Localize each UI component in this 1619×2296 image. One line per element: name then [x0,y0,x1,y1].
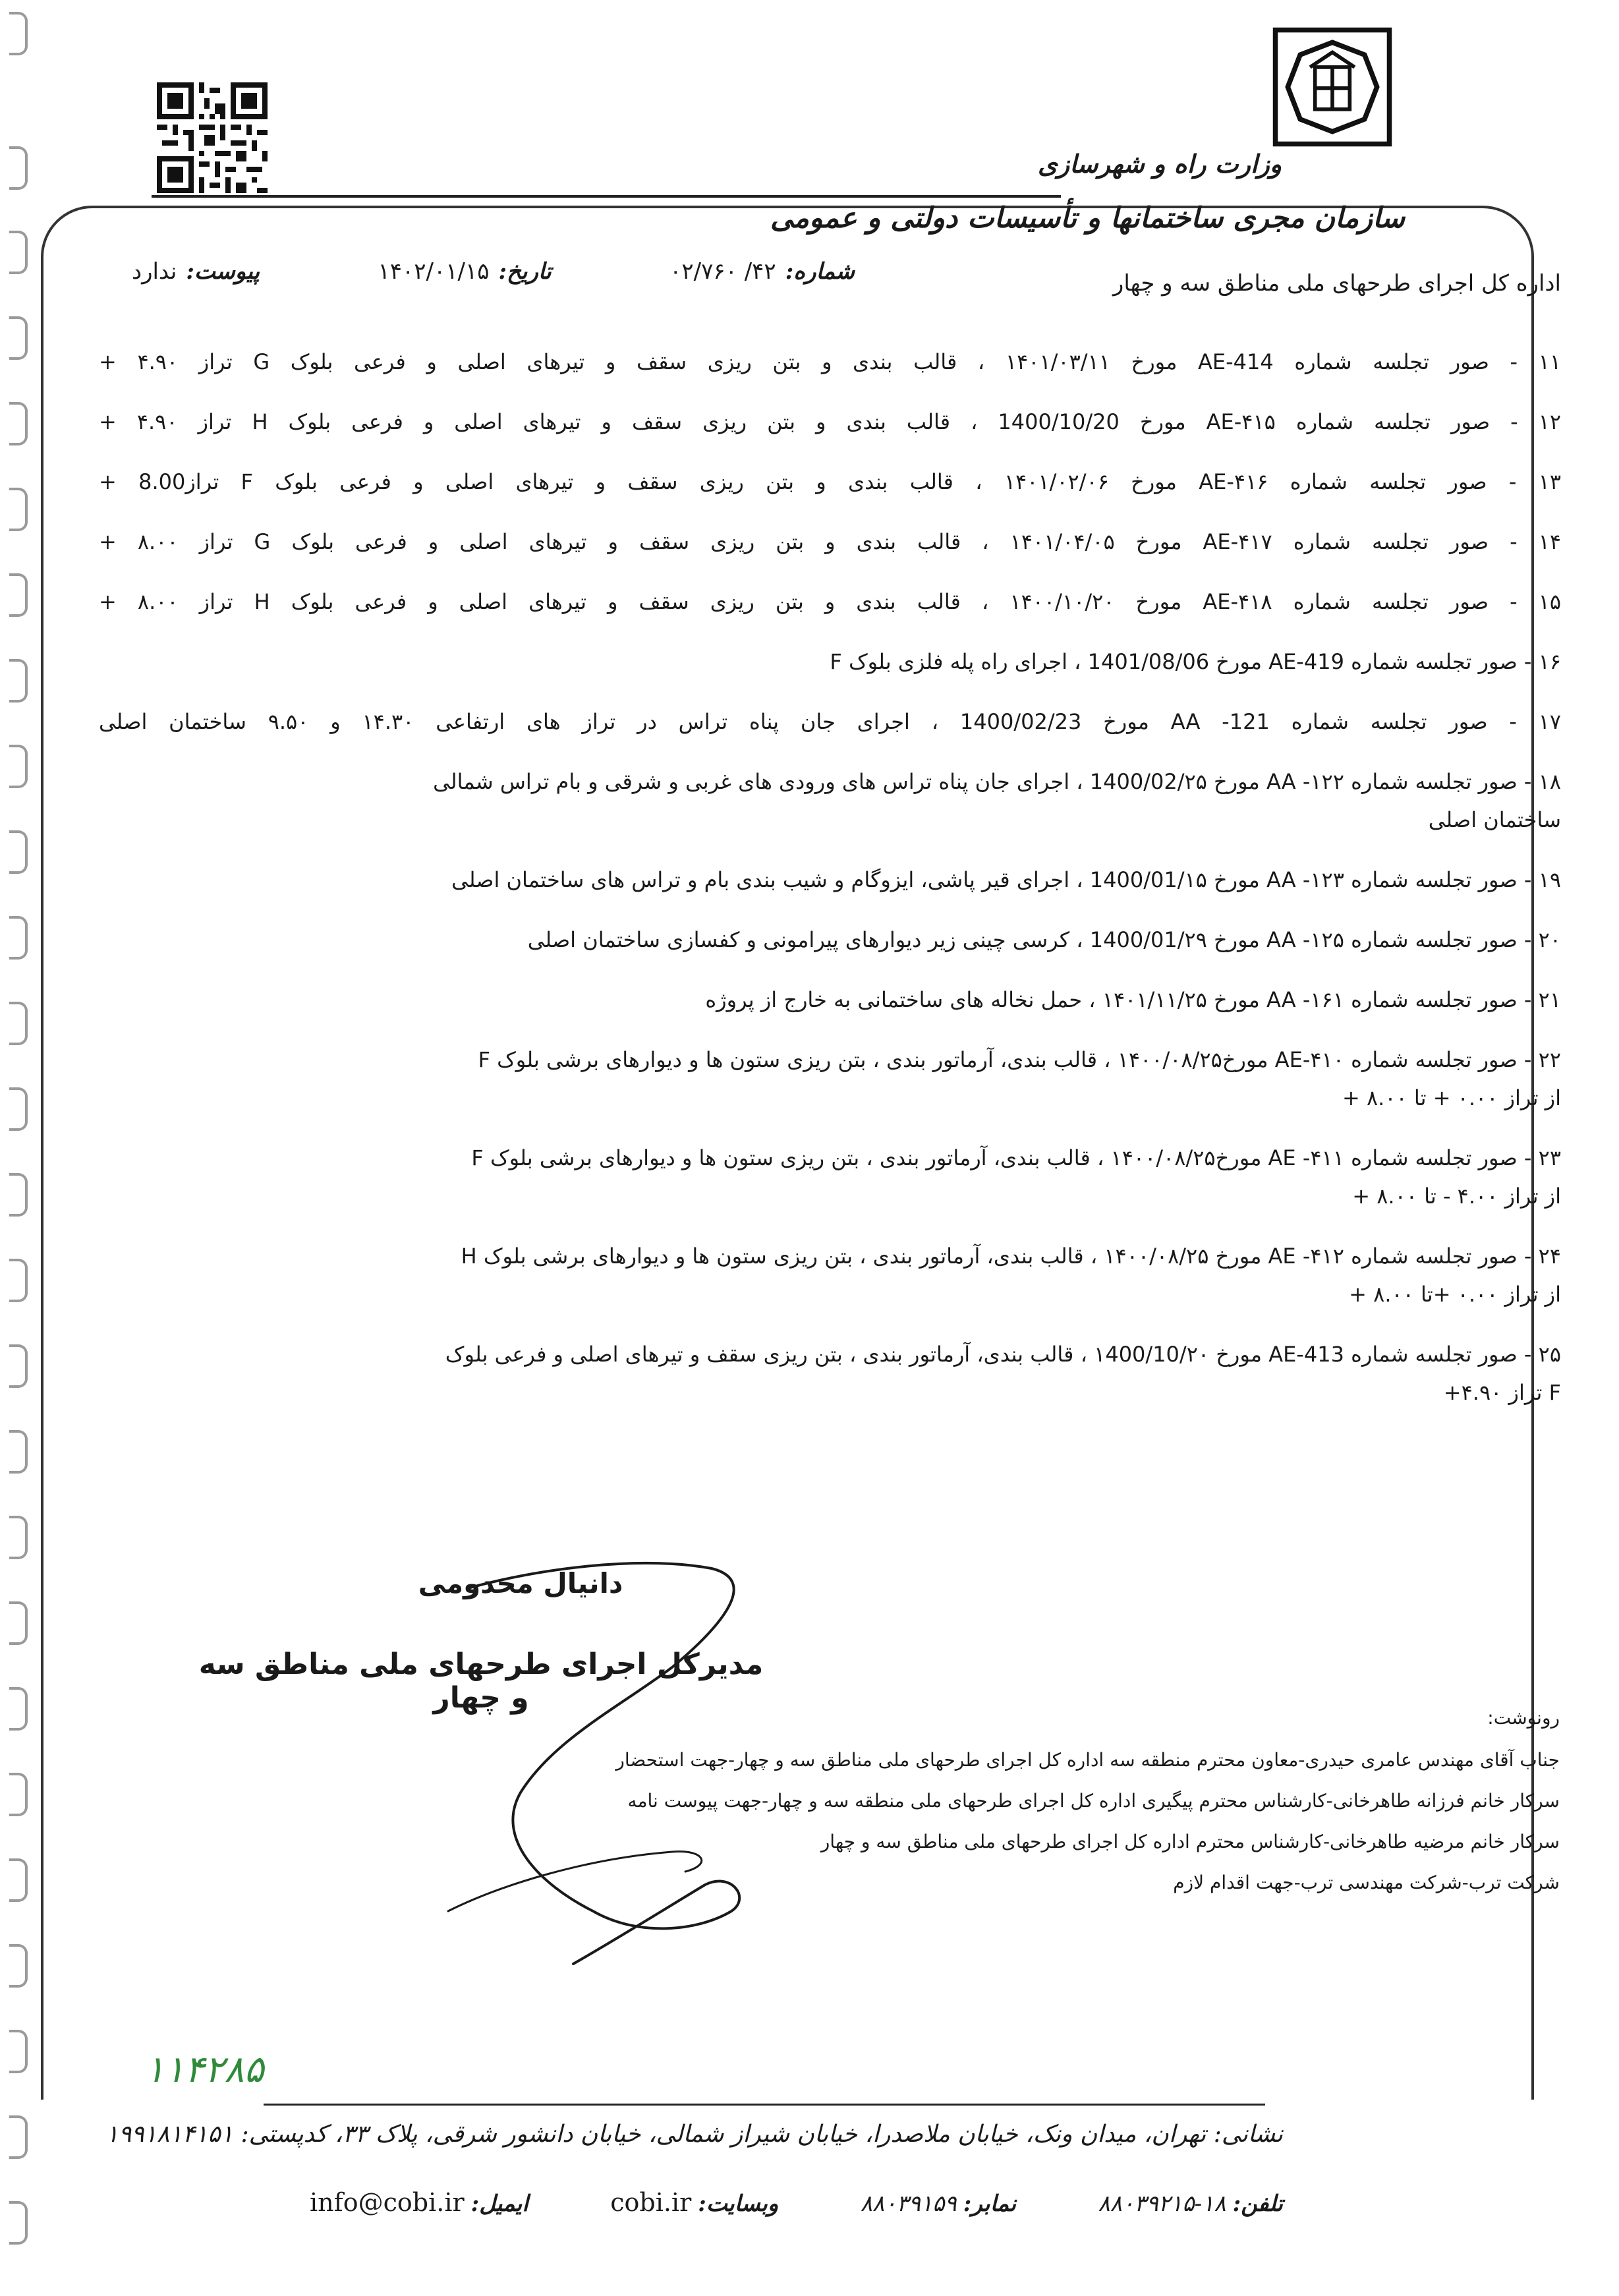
minutes-item: ۱۱ - صور تجلسه شماره AE-414 مورخ ۱۴۰۱/۰۳/۱۱ ، قالب بندی و بتن ریزی سقف و تیرهای اصلی و فرعی بلوک G تراز ۴.۹۰ + [99,349,1562,374]
minutes-item: ۲۰ - صور تجلسه شماره AA -۱۲۵ مورخ 1400/01/۲۹ ، کرسی چینی زیر دیوارهای پیرامونی و کفسازی ساختمان اصلی [527,927,1561,952]
minutes-item: ۲۳ - صور تجلسه شماره AE -۴۱۱ مورخ۱۴۰۰/۰۸/۲۵ ، قالب بندی، آرماتور بندی ، بتن ریزی ستون ها و دیوارهای برشی بلوک F از تراز ۴.۰۰ - تا ۸.۰۰ + [471,1145,1561,1209]
binder-ring [9,1858,28,1902]
binder-ring [9,402,28,445]
signatory-title: مدیرکل اجرای طرحهای ملی مناطق سه و چهار [198,1648,764,1715]
organization-name: سازمان مجری ساختمانها و تأسیسات دولتی و عمومی [770,202,1406,235]
cc-heading: رونوشت: [1487,1707,1560,1729]
binder-ring [9,2115,28,2159]
minutes-item: ۱۹ - صور تجلسه شماره AA -۱۲۳ مورخ 1400/01/۱۵ ، اجرای قیر پاشی، ایزوگام و شیب بندی بام و تراس های ساختمان اصلی [451,867,1561,892]
ministry-logo [1270,25,1394,149]
minutes-item: ۱۵ - صور تجلسه شماره AE-۴۱۸ مورخ ۱۴۰۰/۱۰/۲۰ ، قالب بندی و بتن ریزی سقف و تیرهای اصلی و فرعی بلوک H تراز ۸.۰۰ + [99,589,1562,614]
cc-list [615,1748,1560,1911]
footer-phone: تلفن:۱۸-۸۸۰۳۹۲۱۵ [1098,2191,1283,2217]
office-name: اداره کل اجرای طرحهای ملی مناطق سه و چهار [1112,270,1561,297]
minutes-item: ۱۶ - صور تجلسه شماره AE-419 مورخ 1401/08/06 ، اجرای راه پله فلزی بلوک F [830,649,1561,674]
binder-ring [9,1173,28,1217]
binder-ring [9,916,28,960]
footer-address: نشانی: تهران، میدان ونک، خیابان ملاصدرا، خیابان شیراز شمالی، خیابان دانشور شرقی، پلاک ۳۳، کدپستی: ۱۹۹۱۸۱۴۱۵۱ [105,2121,1283,2148]
binder-ring [9,1601,28,1645]
footer-contact [310,2188,1283,2217]
binder-ring [9,2201,28,2245]
minutes-item: ۲۲ - صور تجلسه شماره AE-۴۱۰ مورخ۱۴۰۰/۰۸/۲۵ ، قالب بندی، آرماتور بندی ، بتن ریزی ستون ها و دیوارهای برشی بلوک F از تراز ۰.۰۰ + تا ۸.۰۰ + [478,1047,1561,1110]
cc-recipient: سرکار خانم مرضیه طاهرخانی-کارشناس محترم اداره کل اجرای طرحهای ملی مناطق سه و چهار [820,1831,1560,1852]
binder-ring [9,659,28,703]
footer-website: وبسایت:cobi.ir [610,2188,779,2217]
signatory-name: دانیال مخدومی [418,1567,623,1599]
footer-fax: نمابر:۸۸۰۳۹۱۵۹ [860,2191,1017,2217]
binder-ring [9,1944,28,1988]
binder-ring [9,231,28,274]
minutes-item: ۱۳ - صور تجلسه شماره AE-۴۱۶ مورخ ۱۴۰۱/۰۲/۰۶ ، قالب بندی و بتن ریزی سقف و تیرهای اصلی و فرعی بلوک F تراز8.00 + [99,469,1562,494]
minutes-list [99,343,1561,1433]
binder-ring [9,573,28,617]
binder-ring [9,1259,28,1302]
footer-email: ایمیل:info@cobi.ir [310,2188,528,2217]
cc-recipient: شرکت ترب-شرکت مهندسی ترب-جهت اقدام لازم [1173,1872,1560,1893]
binder-ring [9,488,28,531]
minutes-item: ۲۱ - صور تجلسه شماره AA -۱۶۱ مورخ ۱۴۰۱/۱۱/۲۵ ، حمل نخاله های ساختمانی به خارج از پروژه [705,987,1561,1012]
minutes-item: ۱۲ - صور تجلسه شماره AE-۴۱۵ مورخ 1400/10/20 ، قالب بندی و بتن ریزی سقف و تیرهای اصلی و فرعی بلوک H تراز ۴.۹۰ + [99,409,1562,434]
qr-code [157,82,268,193]
ministry-name: وزارت راه و شهرسازی [1038,149,1282,179]
minutes-item: ۱۴ - صور تجلسه شماره AE-۴۱۷ مورخ ۱۴۰۱/۰۴/۰۵ ، قالب بندی و بتن ریزی سقف و تیرهای اصلی و فرعی بلوک G تراز ۸.۰۰ + [99,529,1562,554]
minutes-item: ۲۵ - صور تجلسه شماره AE-413 مورخ ۱400/10/۲۰ ، قالب بندی، آرماتور بندی ، بتن ریزی سقف و تیرهای اصلی و فرعی بلوک F تراز ۴.۹۰+ [445,1342,1561,1405]
binder-ring [9,1687,28,1731]
binder-ring [9,1002,28,1045]
minutes-item: ۱۸ - صور تجلسه شماره AA -۱۲۲ مورخ 1400/02/۲۵ ، اجرای جان پناه تراس های ورودی های غربی و شرقی و بام تراس شمالی ساختمان اصلی [433,769,1561,832]
binder-ring [9,1430,28,1474]
letter-number: شماره:۴۲/ ۰۲/۷۶۰ [669,258,855,285]
minutes-item: ۱۷ - صور تجلسه شماره AA -121 مورخ 1400/02/23 ، اجرای جان پناه تراس در تراز های ارتفاعی ۱۴.۳۰ و ۹.۵۰ ساختمان اصلی [99,709,1562,734]
binder-ring [9,1516,28,1559]
binder-ring [9,830,28,874]
minutes-item: ۲۴ - صور تجلسه شماره AE -۴۱۲ مورخ ۱۴۰۰/۰۸/۲۵ ، قالب بندی، آرماتور بندی ، بتن ریزی ستون ها و دیوارهای برشی بلوک H از تراز ۰.۰۰ +تا ۸.۰۰ + [461,1244,1561,1307]
cc-recipient: جناب آقای مهندس عامری حیدری-معاون محترم منطقه سه اداره کل اجرای طرحهای ملی مناطق سه و چهار-جهت استحضار [615,1749,1560,1771]
cc-recipient: سرکار خانم فرزانه طاهرخانی-کارشناس محترم پیگیری اداره کل اجرای طرحهای ملی منطقه سه و چهار-جهت پیوست نامه [627,1790,1560,1812]
binder-ring [9,2030,28,2073]
binder-ring [9,316,28,360]
binder-ring [9,146,28,190]
binder-ring [9,1087,28,1131]
binder-ring [9,12,28,55]
binder-ring [9,1773,28,1816]
footer-divider [264,2104,1265,2106]
binder-ring [9,745,28,788]
header-divider [152,195,1061,198]
letter-date: تاریخ:۱۴۰۲/۰۱/۱۵ [378,258,552,285]
binder-ring [9,1344,28,1388]
letter-attachment: پیوست:ندارد [132,258,260,285]
handwritten-file-number: ۱۱۴۲۸۵ [145,2048,264,2091]
